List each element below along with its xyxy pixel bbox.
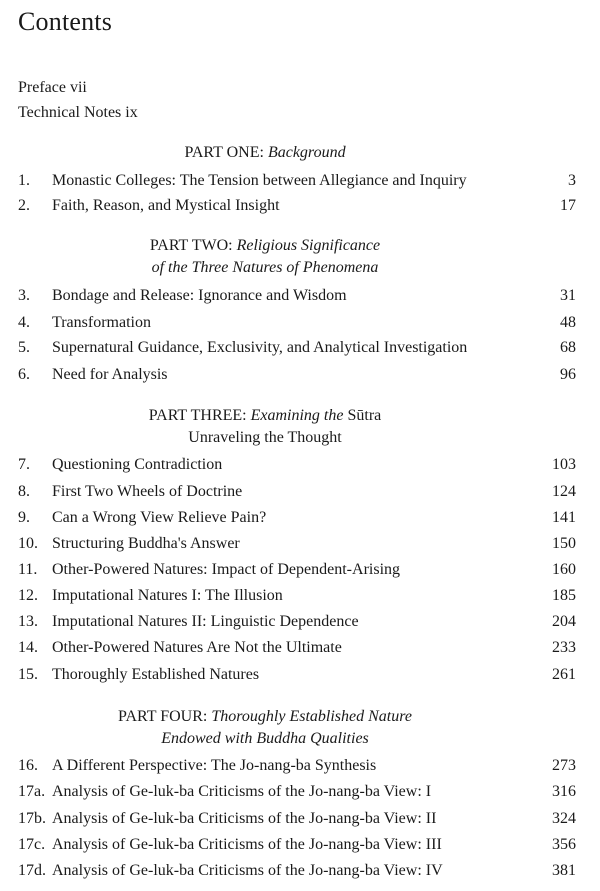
toc-row[interactable] <box>18 170 576 192</box>
toc-row[interactable] <box>18 454 576 476</box>
part-subtitle: Examining the <box>250 407 344 424</box>
toc-row[interactable] <box>18 781 576 803</box>
toc-row[interactable] <box>18 507 576 529</box>
part-label: PART ONE: <box>184 144 264 161</box>
toc-row[interactable] <box>18 312 576 334</box>
chapter-number: 7. <box>18 456 30 473</box>
chapter-number: 3. <box>18 287 30 304</box>
toc-row[interactable] <box>18 637 576 659</box>
chapter-page: 103 <box>552 456 576 473</box>
part-subtitle: Religious Significance <box>236 237 381 254</box>
chapter-title: A Different Perspective: The Jo-nang-ba Synthesis <box>52 757 377 774</box>
chapter-number: 8. <box>18 483 30 500</box>
chapter-title: Analysis of Ge-luk-ba Criticisms of the Jo-nang-ba View: III <box>52 836 442 853</box>
chapter-page: 261 <box>552 666 576 683</box>
chapter-title: Analysis of Ge-luk-ba Criticisms of the Jo-nang-ba View: IV <box>52 862 443 879</box>
toc-row[interactable] <box>18 755 576 777</box>
front-matter-technical-notes[interactable]: Technical Notes ix <box>18 104 138 121</box>
chapter-page: 185 <box>552 587 576 604</box>
front-matter-preface[interactable]: Preface vii <box>18 79 87 96</box>
toc-row[interactable] <box>18 808 576 830</box>
part-subtitle-line2: Unraveling the Thought <box>188 429 342 446</box>
chapter-page: 124 <box>552 483 576 500</box>
chapter-title: Questioning Contradiction <box>52 456 223 473</box>
toc-row[interactable] <box>18 559 576 581</box>
toc-row[interactable] <box>18 337 576 359</box>
chapter-page: 356 <box>552 836 576 853</box>
toc-row[interactable] <box>18 664 576 686</box>
chapter-number: 16. <box>18 757 38 774</box>
part-one-heading <box>0 142 530 164</box>
chapter-title: Can a Wrong View Relieve Pain? <box>52 509 267 526</box>
chapter-page: 31 <box>560 287 576 304</box>
toc-row[interactable] <box>18 611 576 633</box>
page-title: Contents <box>18 7 113 36</box>
toc-row[interactable] <box>18 585 576 607</box>
chapter-number: 5. <box>18 339 30 356</box>
toc-row[interactable] <box>18 285 576 307</box>
chapter-title: Imputational Natures I: The Illusion <box>52 587 283 604</box>
chapter-page: 273 <box>552 757 576 774</box>
chapter-page: 141 <box>552 509 576 526</box>
chapter-page: 324 <box>552 810 576 827</box>
chapter-title: Transformation <box>52 314 151 331</box>
chapter-number: 17b. <box>18 810 46 827</box>
chapter-page: 68 <box>560 339 576 356</box>
chapter-page: 48 <box>560 314 576 331</box>
chapter-number: 1. <box>18 172 30 189</box>
chapter-number: 12. <box>18 587 38 604</box>
part-subtitle-sutra: Sūtra <box>347 407 382 424</box>
chapter-number: 17c. <box>18 836 46 853</box>
chapter-number: 11. <box>18 561 38 578</box>
chapter-title: Need for Analysis <box>52 366 168 383</box>
chapter-page: 233 <box>552 639 576 656</box>
part-four-heading <box>0 706 530 750</box>
toc-row[interactable] <box>18 860 576 882</box>
toc-row[interactable] <box>18 481 576 503</box>
chapter-page: 160 <box>552 561 576 578</box>
part-subtitle-line2: of the Three Natures of Phenomena <box>151 259 379 276</box>
chapter-title: Thoroughly Established Natures <box>52 666 260 683</box>
chapter-number: 14. <box>18 639 38 656</box>
toc-row[interactable] <box>18 533 576 555</box>
part-two-heading <box>0 235 530 279</box>
chapter-title: Structuring Buddha's Answer <box>52 535 240 552</box>
chapter-number: 6. <box>18 366 30 383</box>
chapter-title: Other-Powered Natures: Impact of Dependent-Arising <box>52 561 401 578</box>
chapter-title: Analysis of Ge-luk-ba Criticisms of the Jo-nang-ba View: II <box>52 810 437 827</box>
chapter-number: 13. <box>18 613 38 630</box>
chapter-page: 17 <box>560 197 576 214</box>
chapter-title: Faith, Reason, and Mystical Insight <box>52 197 280 214</box>
chapter-number: 9. <box>18 509 30 526</box>
part-subtitle: Thoroughly Established Nature <box>211 708 412 725</box>
chapter-number: 17a. <box>18 783 46 800</box>
chapter-title: First Two Wheels of Doctrine <box>52 483 243 500</box>
chapter-title: Monastic Colleges: The Tension between Allegiance and Inquiry <box>52 172 467 189</box>
chapter-title: Imputational Natures II: Linguistic Dependence <box>52 613 359 630</box>
part-label: PART THREE: <box>148 407 247 424</box>
chapter-number: 17d. <box>18 862 46 879</box>
chapter-number: 15. <box>18 666 38 683</box>
chapter-page: 204 <box>552 613 576 630</box>
chapter-number: 4. <box>18 314 30 331</box>
chapter-number: 2. <box>18 197 30 214</box>
chapter-page: 150 <box>552 535 576 552</box>
chapter-title: Other-Powered Natures Are Not the Ultimate <box>52 639 342 656</box>
part-subtitle: Background <box>267 144 346 161</box>
part-subtitle-line2: Endowed with Buddha Qualities <box>161 730 369 747</box>
toc-row[interactable] <box>18 195 576 217</box>
part-three-heading <box>0 405 530 449</box>
chapter-page: 381 <box>552 862 576 879</box>
chapter-page: 3 <box>568 172 576 189</box>
chapter-title: Analysis of Ge-luk-ba Criticisms of the Jo-nang-ba View: I <box>52 783 432 800</box>
chapter-page: 316 <box>552 783 576 800</box>
toc-row[interactable] <box>18 364 576 386</box>
part-label: PART FOUR: <box>118 708 208 725</box>
chapter-title: Bondage and Release: Ignorance and Wisdom <box>52 287 347 304</box>
chapter-number: 10. <box>18 535 38 552</box>
chapter-page: 96 <box>560 366 576 383</box>
chapter-title: Supernatural Guidance, Exclusivity, and Analytical Investigation <box>52 339 468 356</box>
part-label: PART TWO: <box>149 237 233 254</box>
toc-row[interactable] <box>18 834 576 856</box>
